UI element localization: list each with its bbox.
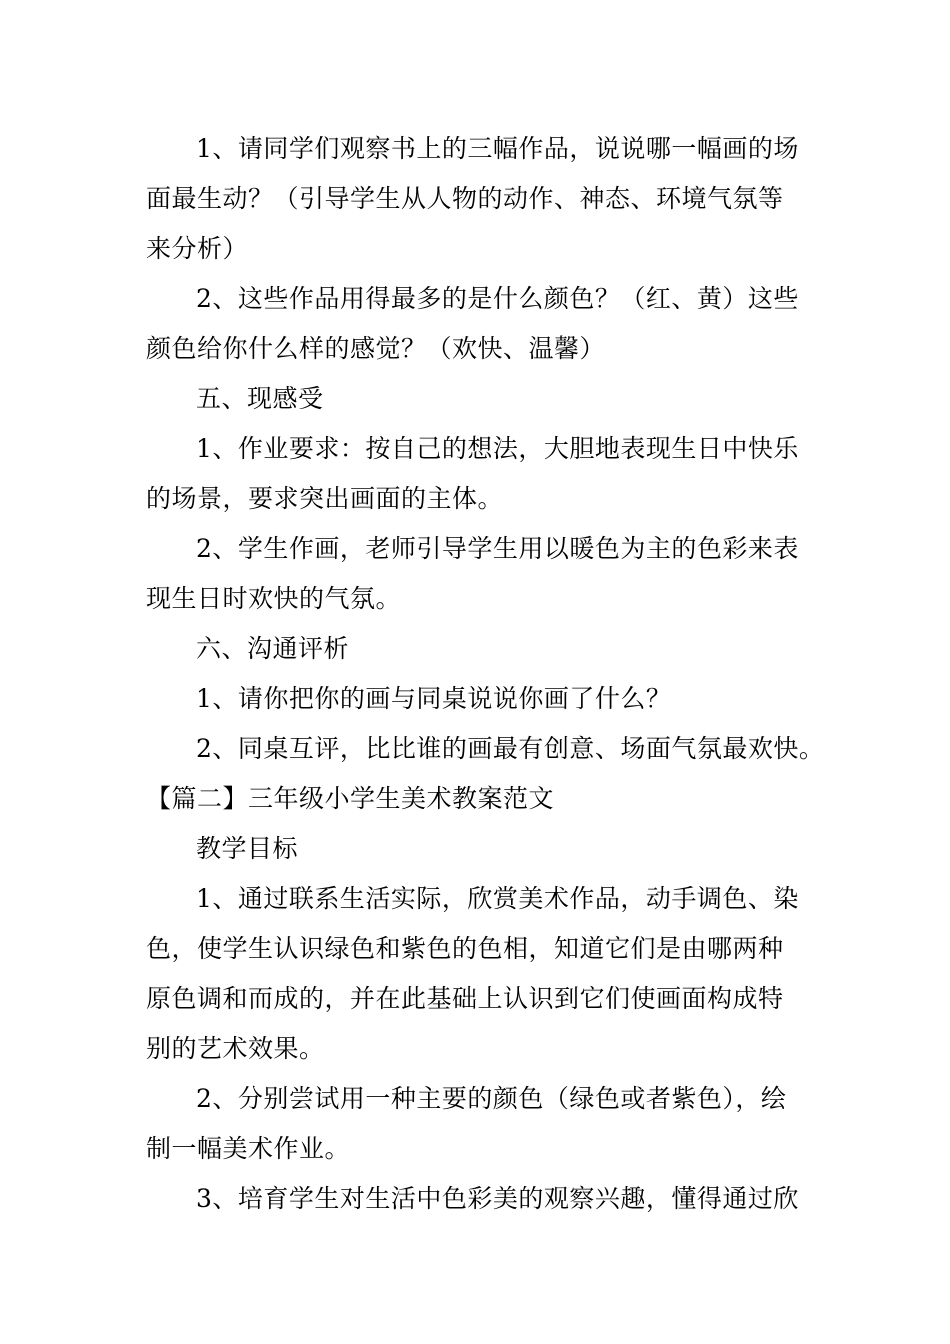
- section-heading: 教学目标: [196, 834, 299, 863]
- paragraph-line: 2、同桌互评，比比谁的画最有创意、场面气氛最欢快。: [196, 734, 825, 763]
- paragraph-line: 2、学生作画，老师引导学生用以暖色为主的色彩来表: [196, 534, 799, 563]
- paragraph-line: 制一幅美术作业。: [146, 1134, 351, 1163]
- paragraph-line: 来分析）: [146, 234, 249, 263]
- paragraph-line: 1、请同学们观察书上的三幅作品，说说哪一幅画的场: [196, 134, 799, 163]
- paragraph-line: 现生日时欢快的气氛。: [146, 584, 402, 613]
- paragraph-line: 别的艺术效果。: [146, 1034, 325, 1063]
- paragraph-line: 色，使学生认识绿色和紫色的色相，知道它们是由哪两种: [146, 934, 784, 963]
- paragraph-line: 2、这些作品用得最多的是什么颜色？（红、黄）这些: [196, 284, 799, 313]
- paragraph-line: 面最生动？（引导学生从人物的动作、神态、环境气氛等: [146, 184, 784, 213]
- article-title: 【篇二】三年级小学生美术教案范文: [146, 784, 555, 813]
- paragraph-line: 3、培育学生对生活中色彩美的观察兴趣，懂得通过欣: [196, 1184, 799, 1213]
- paragraph-line: 1、请你把你的画与同桌说说你画了什么？: [196, 684, 672, 713]
- paragraph-line: 的场景，要求突出画面的主体。: [146, 484, 504, 513]
- paragraph-line: 2、分别尝试用一种主要的颜色（绿色或者紫色），绘: [196, 1084, 787, 1113]
- section-heading: 六、沟通评析: [196, 634, 350, 663]
- paragraph-line: 原色调和而成的，并在此基础上认识到它们使画面构成特: [146, 984, 784, 1013]
- paragraph-line: 1、通过联系生活实际，欣赏美术作品，动手调色、染: [196, 884, 799, 913]
- paragraph-line: 颜色给你什么样的感觉？（欢快、温馨）: [146, 334, 606, 363]
- paragraph-line: 1、作业要求：按自己的想法，大胆地表现生日中快乐: [196, 434, 799, 463]
- section-heading: 五、现感受: [196, 384, 324, 413]
